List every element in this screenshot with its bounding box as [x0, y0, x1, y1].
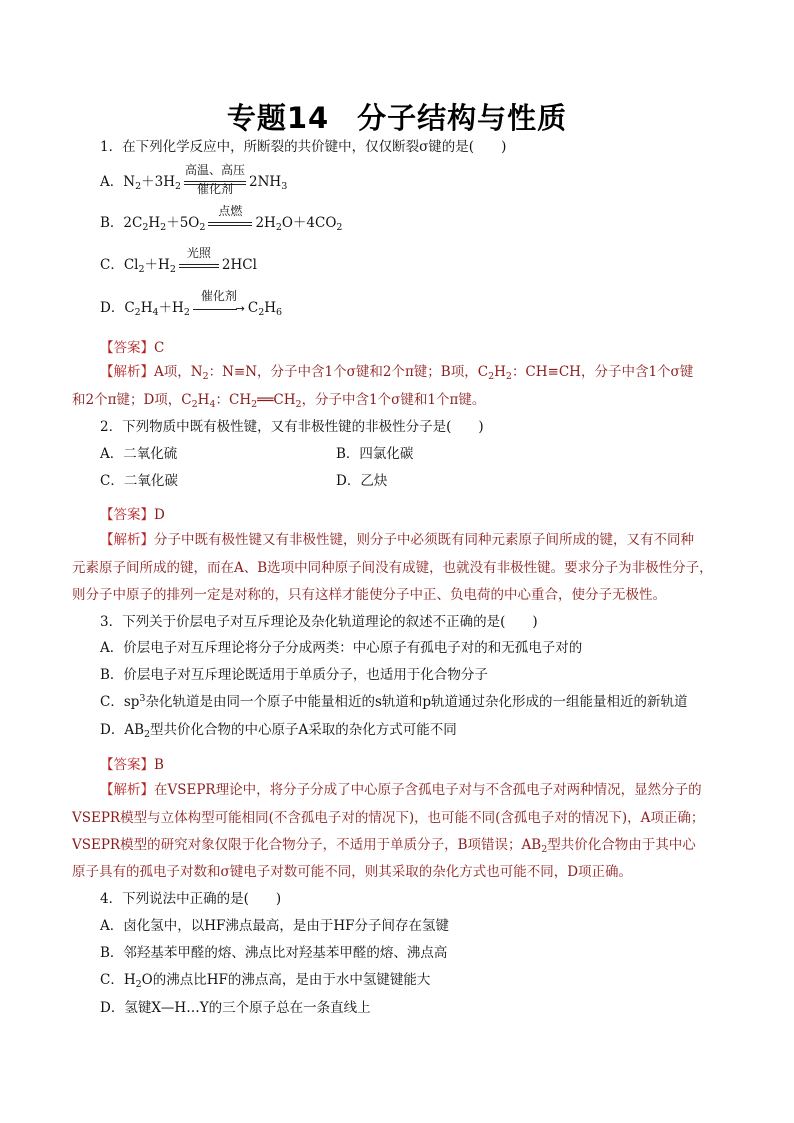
q4-option-c: C．$H_2O$的沸点比HF的沸点高，是由于水中氢键键能大	[100, 972, 431, 990]
title-sub: 分子结构与性质	[357, 101, 568, 135]
title-main: 专题14	[226, 101, 330, 135]
q2-option-a: A．二氧化硫	[100, 446, 178, 462]
equals-condition-arrow: 光照	[179, 256, 219, 276]
q4-option-d: D．氢键X—H…Y的三个原子总在一条直线上	[100, 1000, 371, 1016]
q3-analysis-line-1: 【解析】在VSEPR理论中，将分子分成了中心原子含孤电子对与不含孤电子对两种情况，显然分子的	[100, 782, 702, 798]
q2-option-c: C．二氧化碳	[100, 473, 178, 489]
q1-stem: 1．在下列化学反应中，所断裂的共价键中，仅仅断裂σ键的是( )	[100, 139, 507, 155]
q1-option-c: C．$Cl_2+H_2$ 光照 2HCl	[100, 245, 257, 275]
q2-analysis-line-1: 【解析】分子中既有极性键又有非极性键，则分子中必须既有同种元素原子间所成的键，又有不同种	[100, 532, 694, 548]
q2-option-d: D．乙炔	[336, 473, 388, 489]
q3-answer: 【答案】B	[100, 757, 164, 773]
q3-analysis-line-3: VSEPR模型的研究对象仅限于化合物分子，不适用于单质分子，B项错误；$AB_2$型共价化合物由于其中心	[72, 837, 696, 855]
q1-analysis-line-2: 和2个π键；D项，$C_2H_4$：$CH_2══CH_2$，分子中含1个σ键和1个π键。	[72, 392, 486, 410]
q1-option-a: A．$N_2+3H_2$ 高温、高压 催化剂 $2NH_3$	[100, 162, 288, 196]
q1-option-d: D．$C_2H_4+H_2$ 催化剂 → $C_2H_6$	[100, 288, 283, 318]
equals-condition-arrow: 点燃	[208, 214, 252, 234]
q4-option-b: B．邻羟基苯甲醛的熔、沸点比对羟基苯甲醛的熔、沸点高	[100, 945, 448, 961]
q3-option-a: A．价层电子对互斥理论将分子分成两类：中心原子有孤电子对的和无孤电子对的	[100, 640, 583, 656]
q1-analysis-line-1: 【解析】A项，$N_2$：N≡N，分子中含1个σ键和2个π键；B项，$C_2H_2$：CH≡CH，分子中含1个σ键	[100, 364, 694, 382]
reversible-condition-arrow: 高温、高压 催化剂	[185, 162, 246, 196]
q2-analysis-line-2: 元素原子间所成的键，而在A、B选项中同种原子间没有成键，也就没有非极性键。要求分子为非极性分子，	[72, 560, 713, 576]
q3-option-c: C．$sp^3$杂化轨道是由同一个原子中能量相近的s轨道和p轨道通过杂化形成的一组能量相近的新轨道	[100, 693, 688, 710]
q4-option-a: A．卤化氢中，以HF沸点最高，是由于HF分子间存在氢键	[100, 918, 450, 934]
q3-analysis-line-2: VSEPR模型与立体构型可能相同(不含孤电子对的情况下)，也可能不同(含孤电子对的情况下)，A项正确；	[72, 810, 705, 826]
q1-option-b: B．$2C_2H_2+5O_2$ 点燃 $2H_2O+4CO_2$	[100, 203, 343, 233]
q3-analysis-line-4: 原子具有的孤电子对数和σ键电子对数可能不同，则其采取的杂化方式也可能不同，D项正确。	[72, 864, 633, 880]
q1-answer: 【答案】C	[100, 340, 165, 356]
q2-option-b: B．四氯化碳	[336, 446, 414, 462]
q2-answer: 【答案】D	[100, 507, 165, 523]
q3-stem: 3．下列关于价层电子对互斥理论及杂化轨道理论的叙述不正确的是( )	[100, 614, 538, 630]
q2-stem: 2．下列物质中既有极性键，又有非极性键的非极性分子是( )	[100, 419, 484, 435]
page-title	[0, 96, 794, 137]
q3-option-b: B．价层电子对互斥理论既适用于单质分子，也适用于化合物分子	[100, 667, 488, 683]
q4-stem: 4．下列说法中正确的是( )	[100, 891, 282, 907]
q3-option-d: D．$AB_2$型共价化合物的中心原子A采取的杂化方式可能不同	[100, 722, 457, 740]
q2-analysis-line-3: 则分子中原子的排列一定是对称的，只有这样才能使分子中正、负电荷的中心重合，使分子无极性。	[72, 587, 666, 603]
single-condition-arrow: 催化剂 →	[193, 299, 245, 319]
